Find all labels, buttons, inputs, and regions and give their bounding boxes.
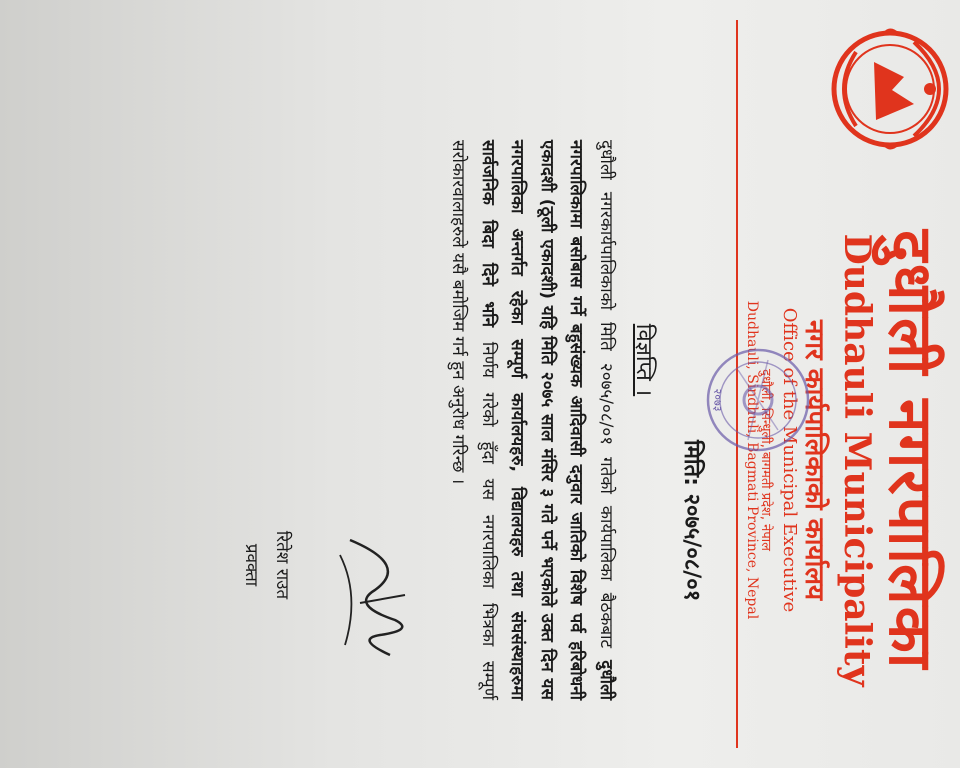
body-bold-text: दुधौली नगरपालिकामा बसोबास गर्ने बहुसंख्यक आदिवासी दनुवार जातिको विशेष पर्व हरिबोधनी एकादशी (ठूली एकादशी) यहि मिति २०७५ साल मंसिर ३ गते पर्ने भएकोले उक्त दिन यस नगरपालिका अन्तर्गत रहेका सम्पूर्ण कार्यालयहरु, विद्यालयहरु तथा संघसंस्थाहरुमा सार्वजनिक बिदा दिने भनि [478, 140, 616, 700]
signature-icon [330, 535, 420, 665]
body-tail-text: निर्णय गरेको हुँदा यस नगरपालिका भित्रका सम्पूर्ण सरोकारवालाहरुले यसै बमोजिम गर्न हुन अनुरोध गरिन्छ । [448, 140, 498, 701]
notice-title: विज्ञप्ति । [631, 323, 656, 397]
municipality-name-nepali: दुधौली नगरपालिका [875, 229, 945, 671]
municipality-name-english: Dudhauli Municipality [836, 233, 878, 687]
address-nepali: दुधौली, सिन्धुली, बागमती प्रदेश, नेपाल [758, 369, 773, 551]
signature-block [220, 415, 420, 715]
signer-role: प्रवक्ता [241, 543, 261, 587]
address-english: Dudhauli, Sindhuli, Bagmati Province, Nepal [744, 300, 760, 620]
office-name-english: Office of the Municipal Executive [779, 307, 800, 613]
notice-body [443, 140, 620, 700]
notice-date [678, 440, 708, 740]
official-stamp-icon [698, 340, 818, 460]
office-name-nepali: नगर कार्यपालिकाको कार्यालय [799, 319, 829, 601]
body-lead-text: दुधौली नगरकार्यपालिकाको मिति २०७५/०८/०१ गतेको कार्यपालिका बैठकबाट [596, 140, 616, 649]
date-value: २०७५/०८/०१ [679, 493, 704, 602]
nepal-emblem-icon [829, 22, 954, 157]
date-label: मिति: [679, 440, 704, 486]
signer-name: रितेश राउत [272, 530, 292, 600]
svg-text:२०७३: २०७३ [711, 388, 724, 412]
